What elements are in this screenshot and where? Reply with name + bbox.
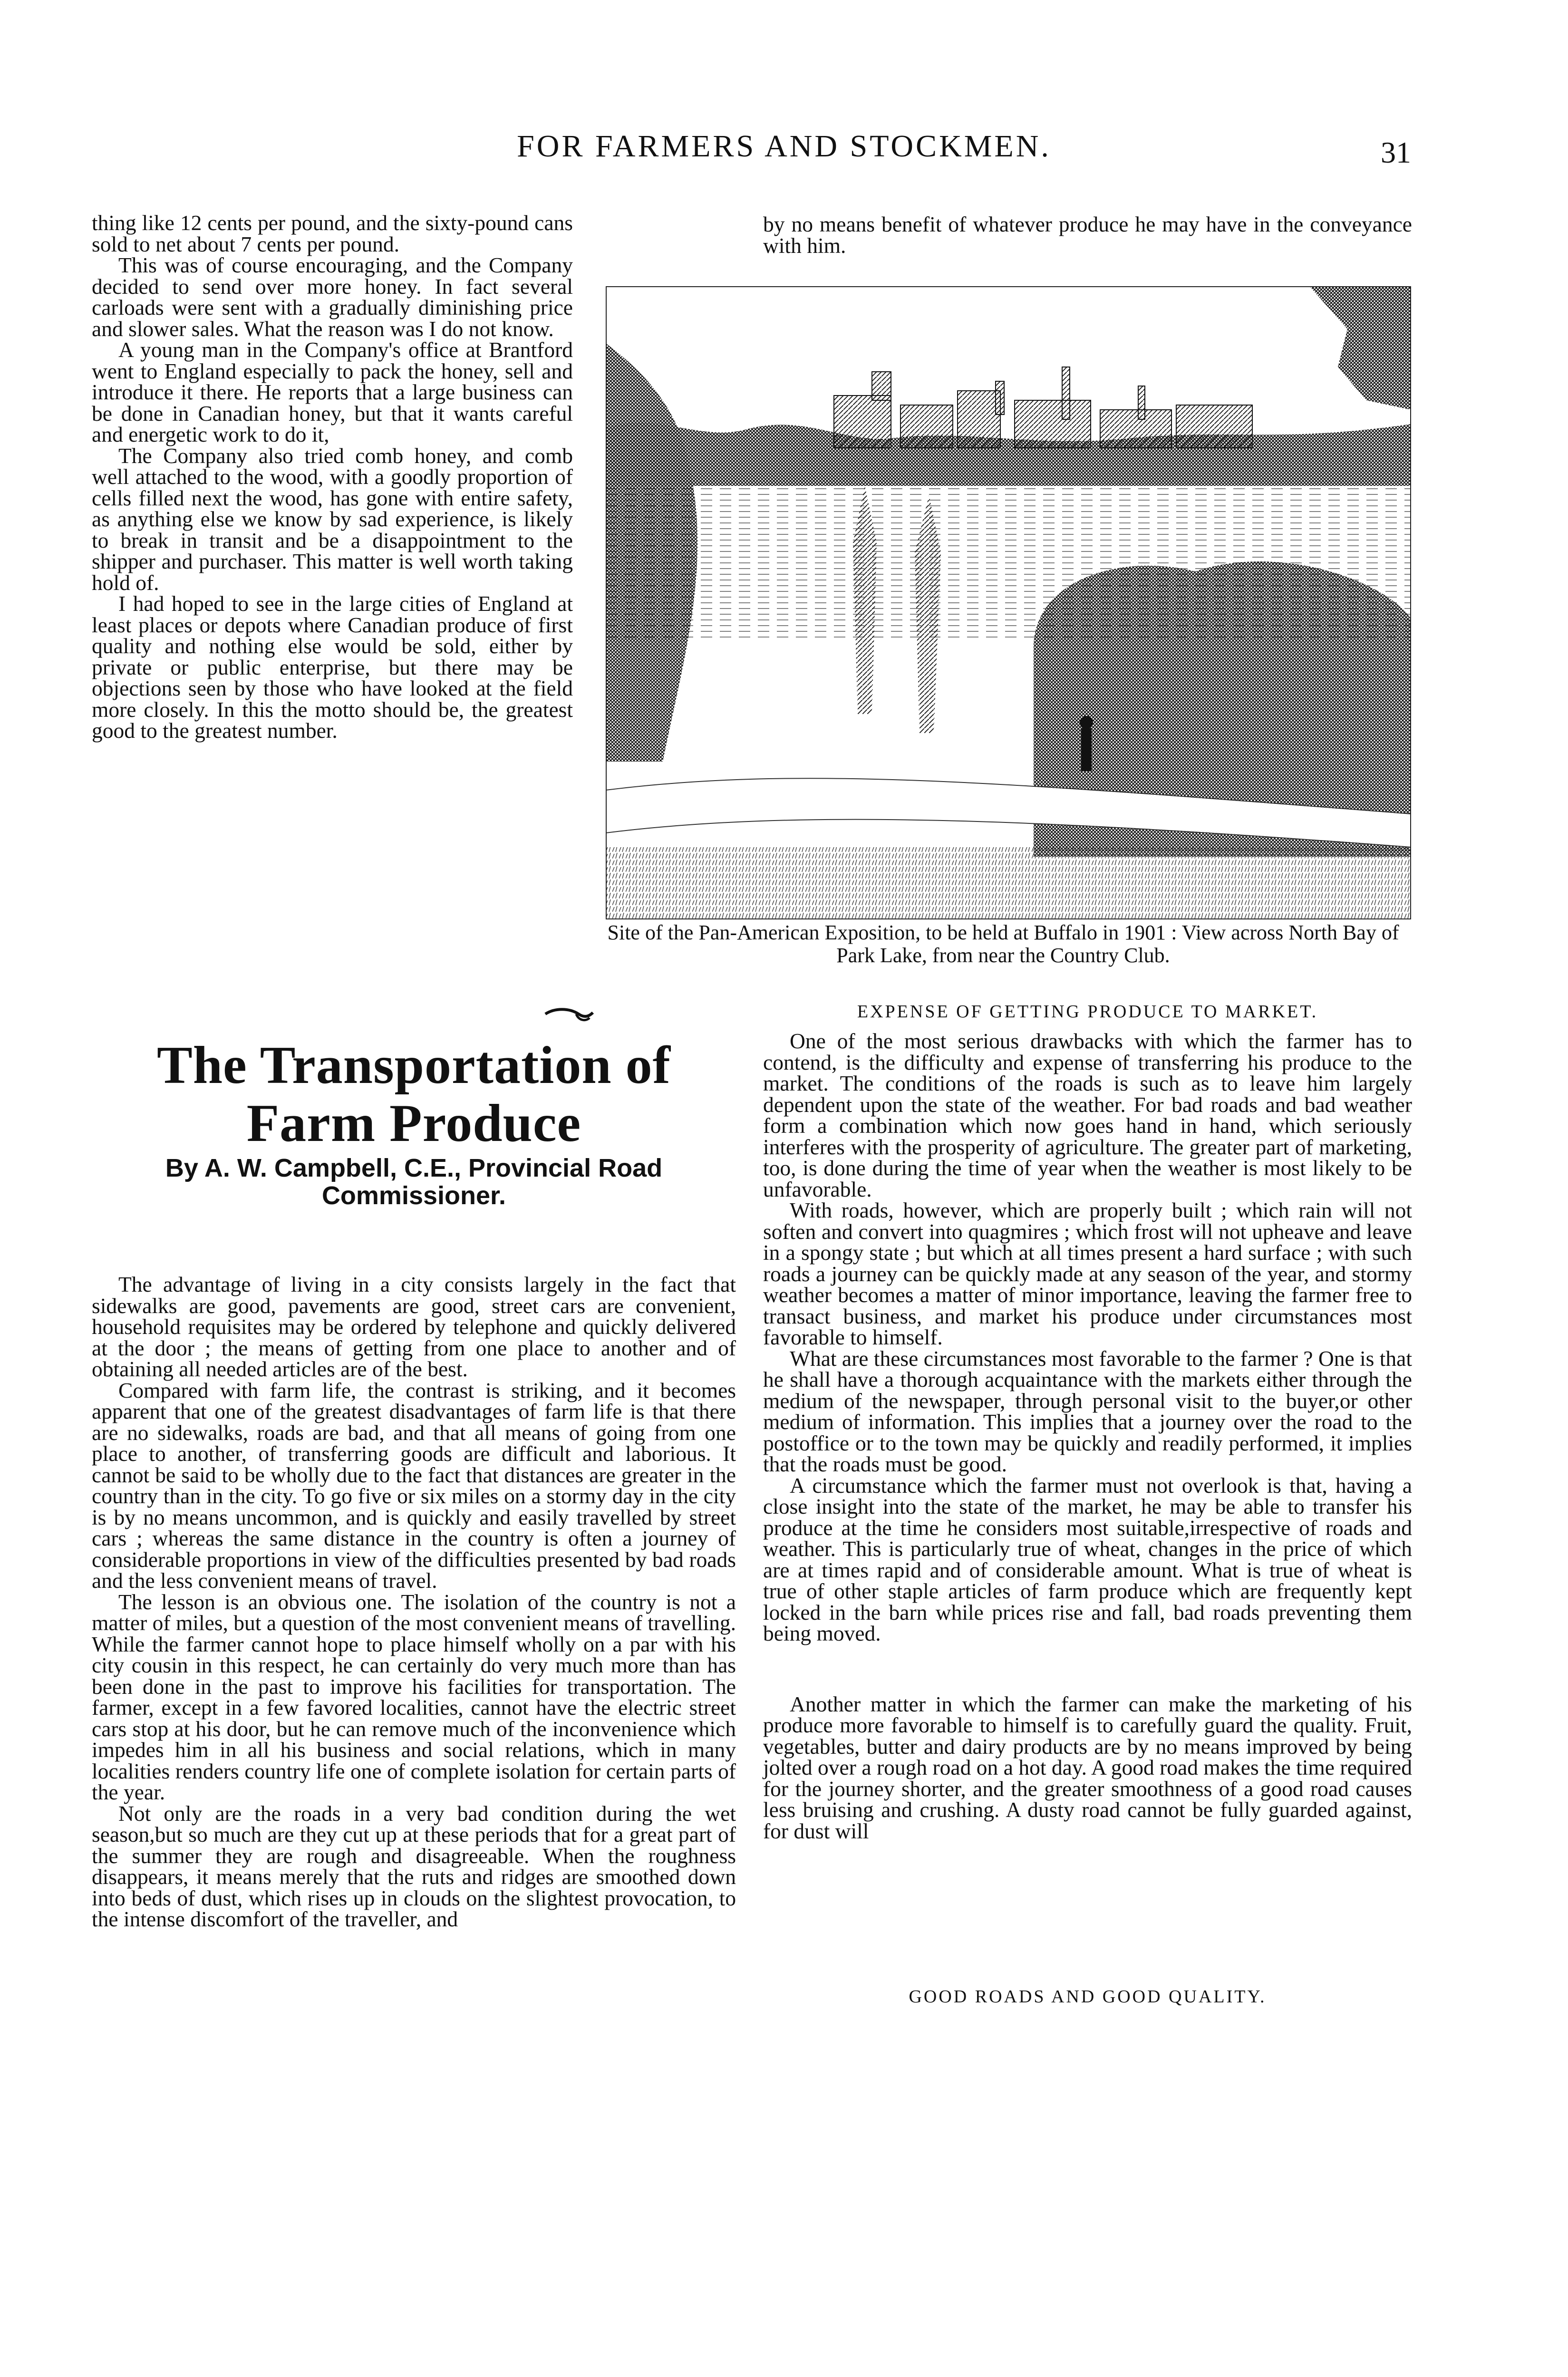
page-number: 31	[1381, 135, 1411, 169]
paragraph: Not only are the roads in a very bad condition during the wet season,but so much are they cut up at these periods that for a great part of the summer they are rough and disagreeable. When the roughness disappears, it means merely that the ruts and ridges are smoothed down into beds of dust, which rises up in clouds on the slightest provocation, to the intense discomfort of the traveller, and	[92, 1801, 736, 1931]
paragraph: What are these circumstances most favorable to the farmer ? One is that he shall have a thorough acquaintance with the markets either through the medium of the newspaper, through personal visit to the buyer,or other medium of information. This implies that a journey over the road to the postoffice or to the town may be quickly and readily performed, it implies that the roads must be good.	[763, 1346, 1412, 1476]
paragraph: A young man in the Company's office at Brantford went to England especially to pack the honey, sell and introduce it there. He reports that a large business can be done in Canadian honey, but that it wants careful and energetic work to do it,	[92, 338, 573, 446]
article-right-column	[763, 1031, 1412, 1842]
paragraph: The lesson is an obvious one. The isolation of the country is not a matter of miles, but a question of the most convenient means of travelling. While the farmer cannot hope to place himself wholly on a par with his city cousin in this respect, he can certainly do very much more than has been done in the past to improve his facilities for transportation. The farmer, except in a few favored localities, cannot have the electric street cars stop at his door, but he can remove much of the inconvenience which impedes him in all his business and social relations, which in many localities renders country life one of complete isolation for certain parts of the year.	[92, 1589, 736, 1804]
running-title: FOR FARMERS AND STOCKMEN.	[517, 129, 1051, 164]
article-byline: By A. W. Campbell, C.E., Provincial Road Commissioner.	[165, 1154, 663, 1210]
section-gap	[763, 1644, 1412, 1694]
paragraph: This was of course encouraging, and the Company decided to send over more honey. In fact several carloads were sent with a gradually diminishing price and slower sales. What the reason was I do not know.	[92, 253, 573, 341]
paragraph: by no means benefit of whatever produce he may have in the conveyance with him.	[763, 212, 1412, 258]
article-headline: The Transportation of Farm Produce	[157, 1036, 671, 1153]
paragraph: Compared with farm life, the contrast is striking, and it becomes apparent that one of the greatest disadvantages of farm life is that there are no sidewalks, roads are bad, and that all means of going from one place to another, of transferring goods are difficult and laborious. It cannot be said to be wholly due to the fact that distances are greater in the country than in the city. To go five or six miles on a stormy day in the city is by no means uncommon, and is quickly and easily travelled by street cars ; whereas the same distance in the country is often a journey of considerable proportions in view of the difficulties presented by bad roads and the less convenient means of travel.	[92, 1378, 736, 1593]
paragraph: One of the most serious drawbacks with which the farmer has to contend, is the difficulty and expense of transferring his produce to the market. The conditions of the roads is such as to leave him largely dependent upon the state of the weather. For bad roads and bad weather form a combination which now goes hand in hand, which seriously interferes with the prosperity of agriculture. The greater part of marketing, too, is done during the time of year when the weather is most likely to be unfavorable.	[763, 1029, 1412, 1201]
lake-landscape-illustration	[606, 286, 1411, 919]
page-header	[0, 128, 1568, 181]
right-column-continuation	[763, 214, 1412, 256]
section-heading-expense: EXPENSE OF GETTING PRODUCE TO MARKET.	[857, 1002, 1318, 1022]
paragraph: The Company also tried comb honey, and comb well attached to the wood, with a goodly proportion of cells filled next the wood, has gone with entire safety, as anything else we know by sad experience, is likely to break in transit and be a disappointment to the shipper and purchaser. This matter is well worth taking hold of.	[92, 443, 573, 595]
paragraph: The advantage of living in a city consists largely in the fact that sidewalks are good, pavements are good, street cars are convenient, household requisites may be ordered by telephone and quickly delivered at the door ; the means of getting from one place to another and of obtaining all needed articles are of the best.	[92, 1272, 736, 1381]
section-heading-good-roads: GOOD ROADS AND GOOD QUALITY.	[909, 1987, 1267, 2007]
figure-caption: Site of the Pan-American Exposition, to be held at Buffalo in 1901 : View across North Bay of Park Lake, from near the Country Club.	[607, 921, 1399, 967]
paragraph: A circumstance which the farmer must not overlook is that, having a close insight into the state of the market, he may be able to transfer his produce at the time he considers most suitable,irrespective of roads and weather. This is particularly true of wheat, changes in the price of which are at times rapid and of considerable amount. What is true of wheat is true of other staple articles of farm produce which are frequently kept locked in the barn while prices rise and fall, bad roads preventing them being moved.	[763, 1473, 1412, 1645]
paragraph: thing like 12 cents per pound, and the sixty-pound cans sold to net about 7 cents per pound.	[92, 211, 573, 256]
paragraph: With roads, however, which are properly built ; which rain will not soften and convert into quagmires ; which frost will not upheave and leave in a spongy state ; but which at all times present a hard surface ; with such roads a journey can be quickly made at any season of the year, and stormy weather becomes a matter of minor importance, leaving the farmer free to transact business, and market his produce under circumstances most favorable to himself.	[763, 1198, 1412, 1349]
article-left-column	[92, 1274, 736, 1930]
fleuron-ornament-icon	[543, 1005, 595, 1024]
paragraph: I had hoped to see in the large cities of England at least places or depots where Canadian produce of first quality and nothing else would be sold, either by private or public enterprise, but there may be objections seen by those who have looked at the field more closely. In this the motto should be, the greatest good to the greatest number.	[92, 591, 573, 743]
engraving-illustration	[606, 286, 1411, 919]
paragraph: Another matter in which the farmer can make the marketing of his produce more favorable to himself is to carefully guard the quality. Fruit, vegetables, butter and dairy products are by no means improved by being jolted over a rough road on a hot day. A good road makes the time required for the journey shorter, and the greater smoothness of a good road causes less bruising and crushing. A dusty road cannot be fully guarded against, for dust will	[763, 1691, 1412, 1843]
left-column-continuation	[92, 213, 573, 742]
